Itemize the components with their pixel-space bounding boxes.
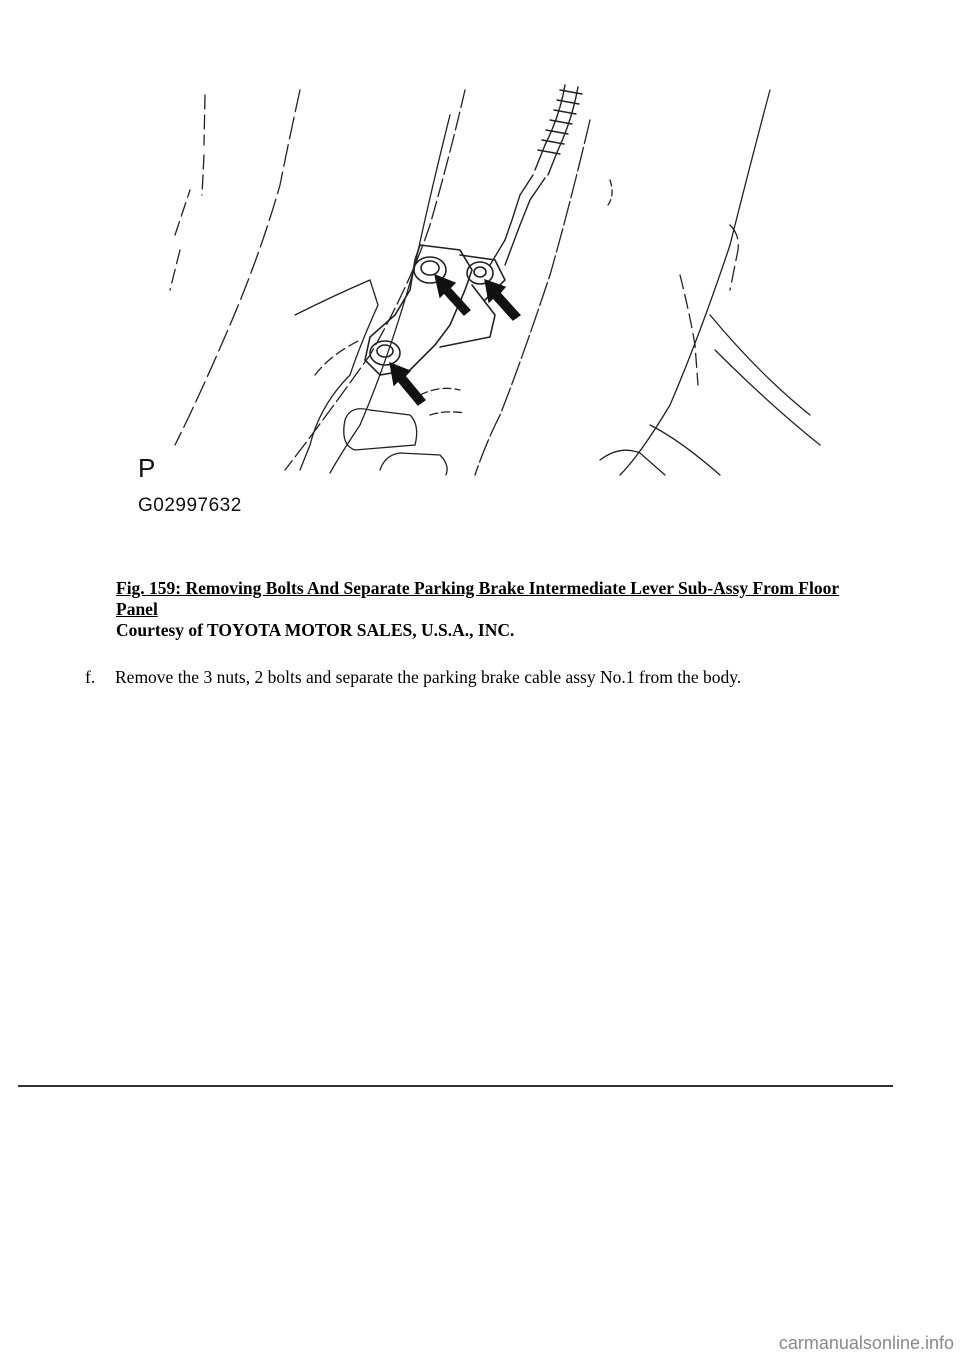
- procedure-step: [85, 666, 741, 688]
- parking-brake-figure: [120, 75, 900, 525]
- step-text: Remove the 3 nuts, 2 bolts and separate the parking brake cable assy No.1 from the body.: [115, 667, 742, 687]
- floor-outline-curve: [175, 90, 300, 445]
- floor-contour: [295, 280, 378, 470]
- figure-caption: [116, 578, 876, 641]
- watermark: carmanualsonline.info: [778, 1333, 954, 1353]
- page-divider: [18, 1085, 893, 1087]
- caption-title-link[interactable]: Fig. 159: Removing Bolts And Separate Parking Brake Intermediate Lever Sub-Assy From Floor Panel: [116, 578, 840, 619]
- body-outline-left: [170, 95, 205, 290]
- arrow-bolt-lower: [390, 363, 425, 405]
- arrow-bolt-upper: [435, 275, 470, 315]
- arrows: [390, 275, 520, 405]
- arrow-nut: [485, 280, 520, 320]
- figure-code: G02997632: [138, 495, 242, 516]
- caption-credit: Courtesy of TOYOTA MOTOR SALES, U.S.A., INC.: [116, 620, 515, 640]
- intermediate-lever-bracket: [365, 245, 505, 375]
- brake-cable: [490, 85, 582, 265]
- figure-corner-letter: P: [138, 453, 156, 483]
- right-panel-edge: [620, 90, 770, 475]
- lower-brackets: [344, 409, 417, 450]
- step-letter: f.: [85, 667, 96, 687]
- parking-brake-illustration: [120, 75, 900, 525]
- channel-left-edge: [330, 115, 450, 473]
